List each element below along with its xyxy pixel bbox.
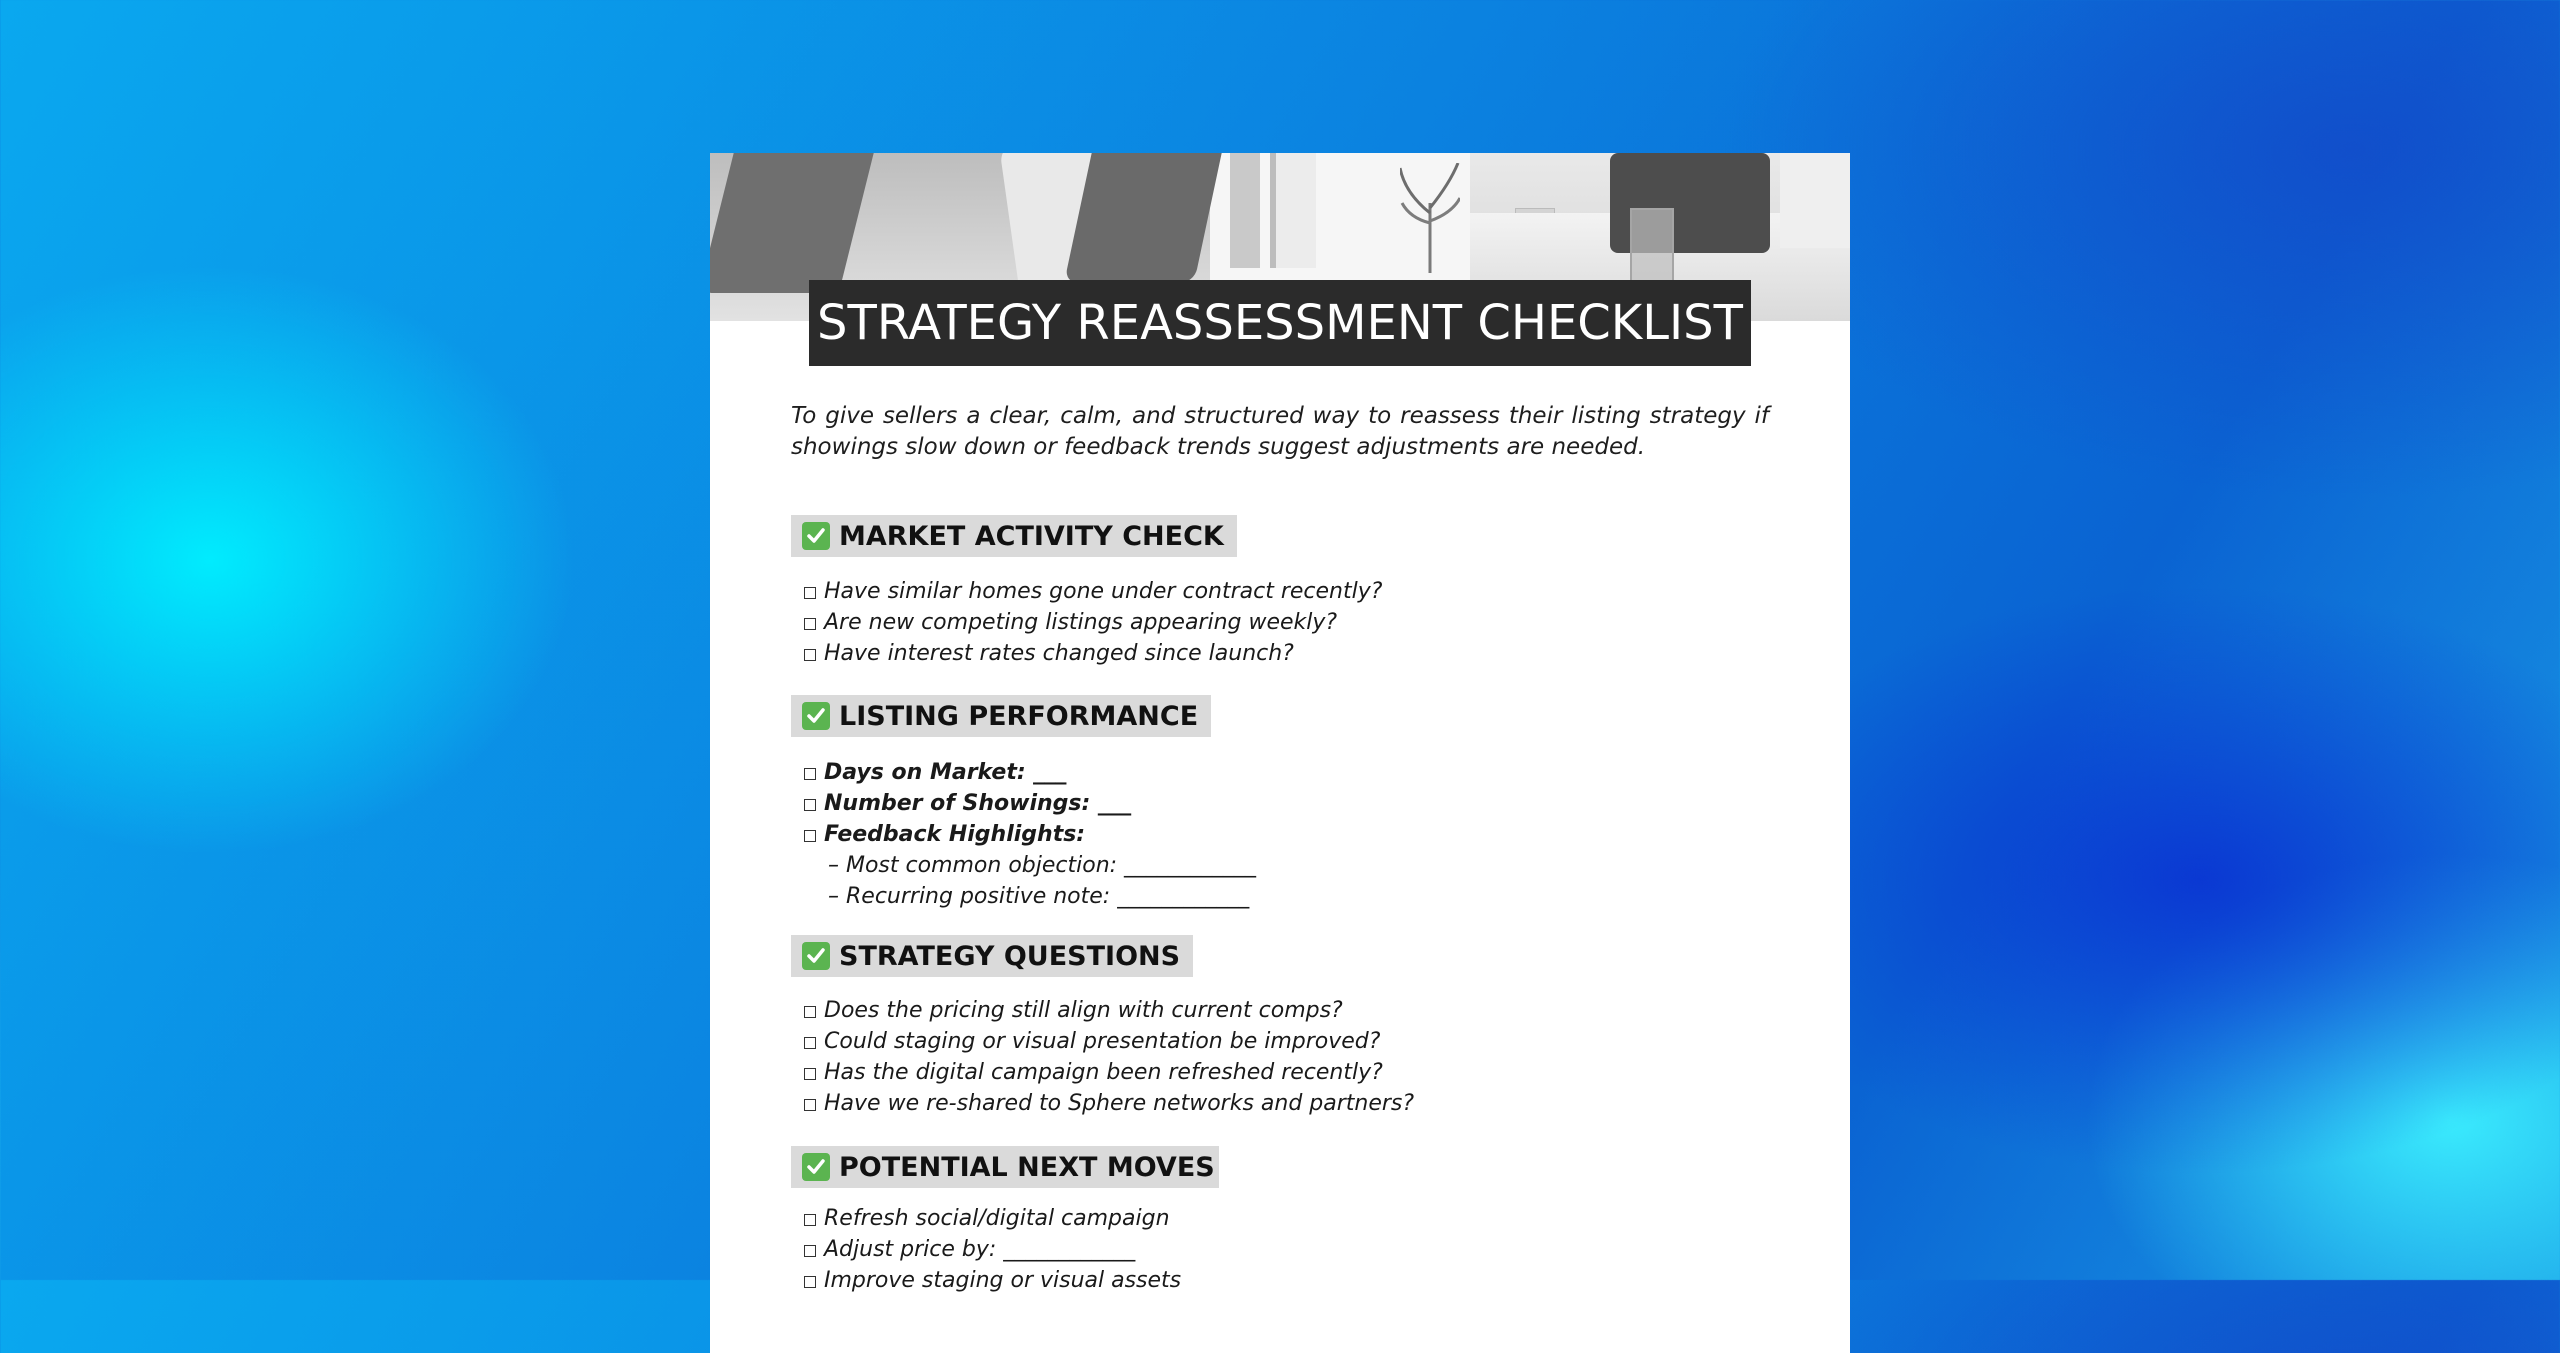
checklist-item[interactable]: Are new competing listings appearing weekly? (804, 607, 1382, 638)
empty-checkbox-icon[interactable] (804, 1037, 816, 1049)
page-title: STRATEGY REASSESSMENT CHECKLIST (809, 280, 1751, 366)
checklist-item[interactable]: Number of Showings: ___ (804, 788, 1256, 819)
checklist-listing-performance (804, 757, 1256, 912)
empty-checkbox-icon[interactable] (804, 1099, 816, 1111)
empty-checkbox-icon[interactable] (804, 1245, 816, 1257)
empty-checkbox-icon[interactable] (804, 618, 816, 630)
checklist-item[interactable]: Feedback Highlights: (804, 819, 1256, 850)
checklist-item[interactable]: Have similar homes gone under contract recently? (804, 576, 1382, 607)
checklist-item[interactable]: Have interest rates changed since launch? (804, 638, 1382, 669)
checklist-next-moves (804, 1203, 1181, 1296)
section-header-strategy-questions (791, 935, 1193, 977)
check-box-icon (802, 942, 830, 970)
check-box-icon (802, 1153, 830, 1181)
intro-text: To give sellers a clear, calm, and structured way to reassess their listing strategy if showings slow down or feedback trends suggest adjustments are needed. (791, 403, 1769, 460)
empty-checkbox-icon[interactable] (804, 1214, 816, 1226)
empty-checkbox-icon[interactable] (804, 799, 816, 811)
checklist-item[interactable]: Has the digital campaign been refreshed recently? (804, 1057, 1414, 1088)
section-title: MARKET ACTIVITY CHECK (839, 520, 1224, 552)
section-title: STRATEGY QUESTIONS (839, 940, 1181, 972)
section-header-listing-performance (791, 695, 1211, 737)
empty-checkbox-icon[interactable] (804, 649, 816, 661)
checklist-item[interactable]: Could staging or visual presentation be improved? (804, 1026, 1414, 1057)
section-title: POTENTIAL NEXT MOVES (839, 1151, 1215, 1183)
checklist-strategy-questions (804, 995, 1414, 1119)
checklist-item[interactable]: Adjust price by: ____________ (804, 1234, 1181, 1265)
empty-checkbox-icon[interactable] (804, 1276, 816, 1288)
checklist-item[interactable]: Improve staging or visual assets (804, 1265, 1181, 1296)
checklist-item[interactable]: Have we re-shared to Sphere networks and partners? (804, 1088, 1414, 1119)
empty-checkbox-icon[interactable] (804, 1068, 816, 1080)
checklist-item[interactable]: Refresh social/digital campaign (804, 1203, 1181, 1234)
section-header-market-activity (791, 515, 1237, 557)
checklist-sub-item: – Recurring positive note: ____________ (828, 884, 1250, 909)
empty-checkbox-icon[interactable] (804, 587, 816, 599)
check-box-icon (802, 702, 830, 730)
empty-checkbox-icon[interactable] (804, 1006, 816, 1018)
checklist-item[interactable]: Does the pricing still align with current comps? (804, 995, 1414, 1026)
checklist-sub-item: – Most common objection: ____________ (828, 853, 1257, 878)
empty-checkbox-icon[interactable] (804, 768, 816, 780)
checklist-market-activity (804, 576, 1382, 669)
section-title: LISTING PERFORMANCE (839, 700, 1199, 732)
checklist-document (710, 153, 1850, 1353)
section-header-next-moves (791, 1146, 1219, 1188)
check-box-icon (802, 522, 830, 550)
checklist-item[interactable]: Days on Market: ___ (804, 757, 1256, 788)
empty-checkbox-icon[interactable] (804, 830, 816, 842)
